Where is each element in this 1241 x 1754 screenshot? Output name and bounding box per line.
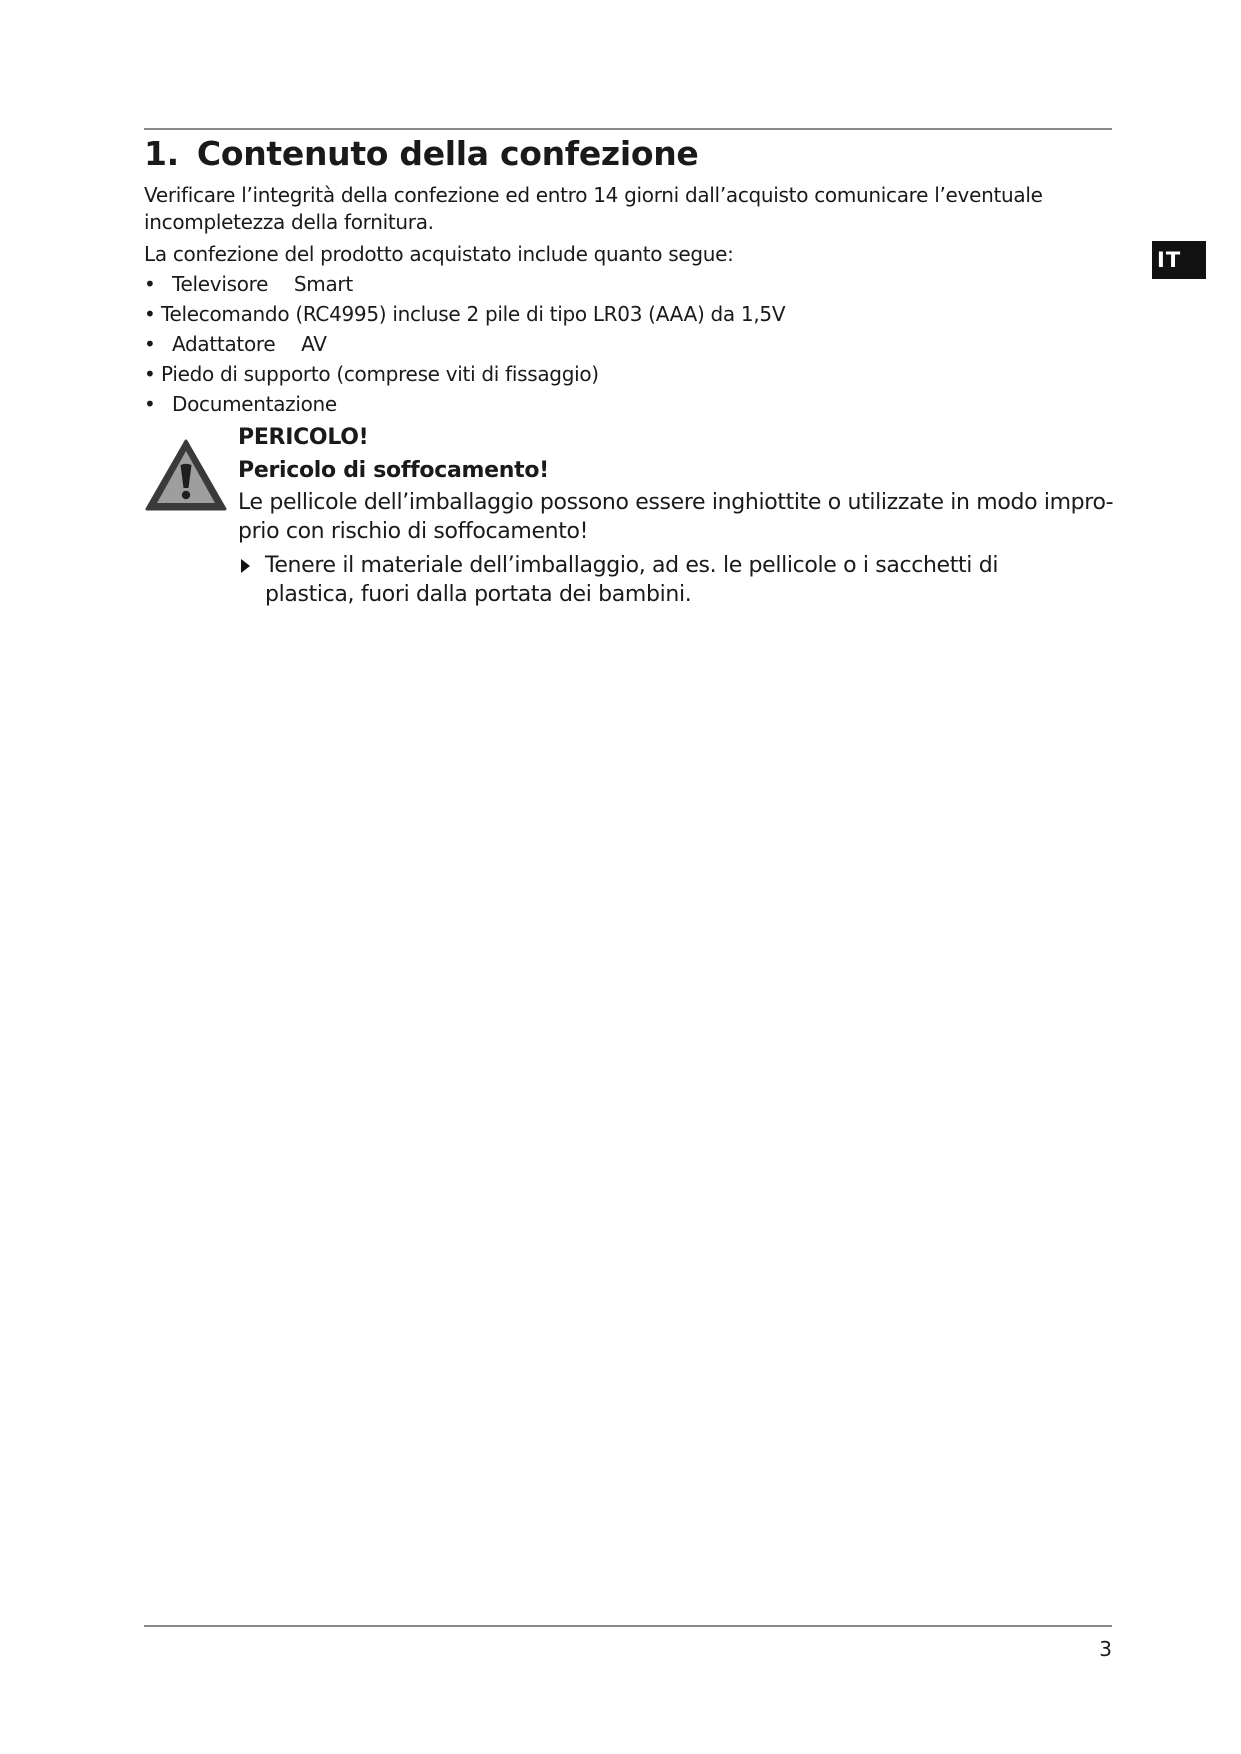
list-item [144,359,785,389]
bullet-icon: • [144,362,156,386]
intro-paragraph: Verificare l’integrità della confezione ed entro 14 giorni dall’acquisto comunicare l’eventuale incompletezza della fornitura. [144,183,1043,234]
bullet-icon: • [144,272,156,296]
bullet-icon: • [144,392,156,416]
bullet-icon: • [144,302,156,326]
warning-action [238,551,1118,609]
arrow-right-icon [240,558,251,574]
section-number: 1. [144,134,179,173]
list-item [144,269,785,299]
page-number: 3 [1099,1637,1112,1661]
includes-label: La confezione del prodotto acquistato include quanto segue: [144,242,734,266]
warning-action-text: Tenere il materiale dell’imballaggio, ad es. le pellicole o i sacchetti di plastica, fuori dalla portata dei bambini. [265,553,999,607]
top-rule [144,128,1112,130]
list-item [144,389,785,419]
warning-subtitle: Pericolo di soffocamento! [238,458,549,483]
list-item [144,299,785,329]
section-title: Contenuto della confezione [196,134,699,173]
warning-body: Le pellicole dell’imballaggio possono essere inghiottite o utilizzate in modo improprio con rischio di soffocamento! [238,490,1114,544]
warning-triangle-icon [145,438,227,512]
section-heading [144,134,698,173]
list-item-text: Documentazione [172,392,337,416]
list-item-text: Piedo di supporto (comprese viti di fissaggio) [161,362,599,386]
list-item-text: Adattatore AV [172,332,327,356]
list-item-text: Telecomando (RC4995) incluse 2 pile di tipo LR03 (AAA) da 1,5V [161,302,786,326]
bullet-icon: • [144,332,156,356]
package-contents-list [144,269,785,419]
warning-title: PERICOLO! [238,425,369,450]
bottom-rule [144,1625,1112,1627]
list-item-text: Televisore Smart [172,272,353,296]
list-item [144,329,785,359]
language-tab: IT [1152,241,1206,279]
